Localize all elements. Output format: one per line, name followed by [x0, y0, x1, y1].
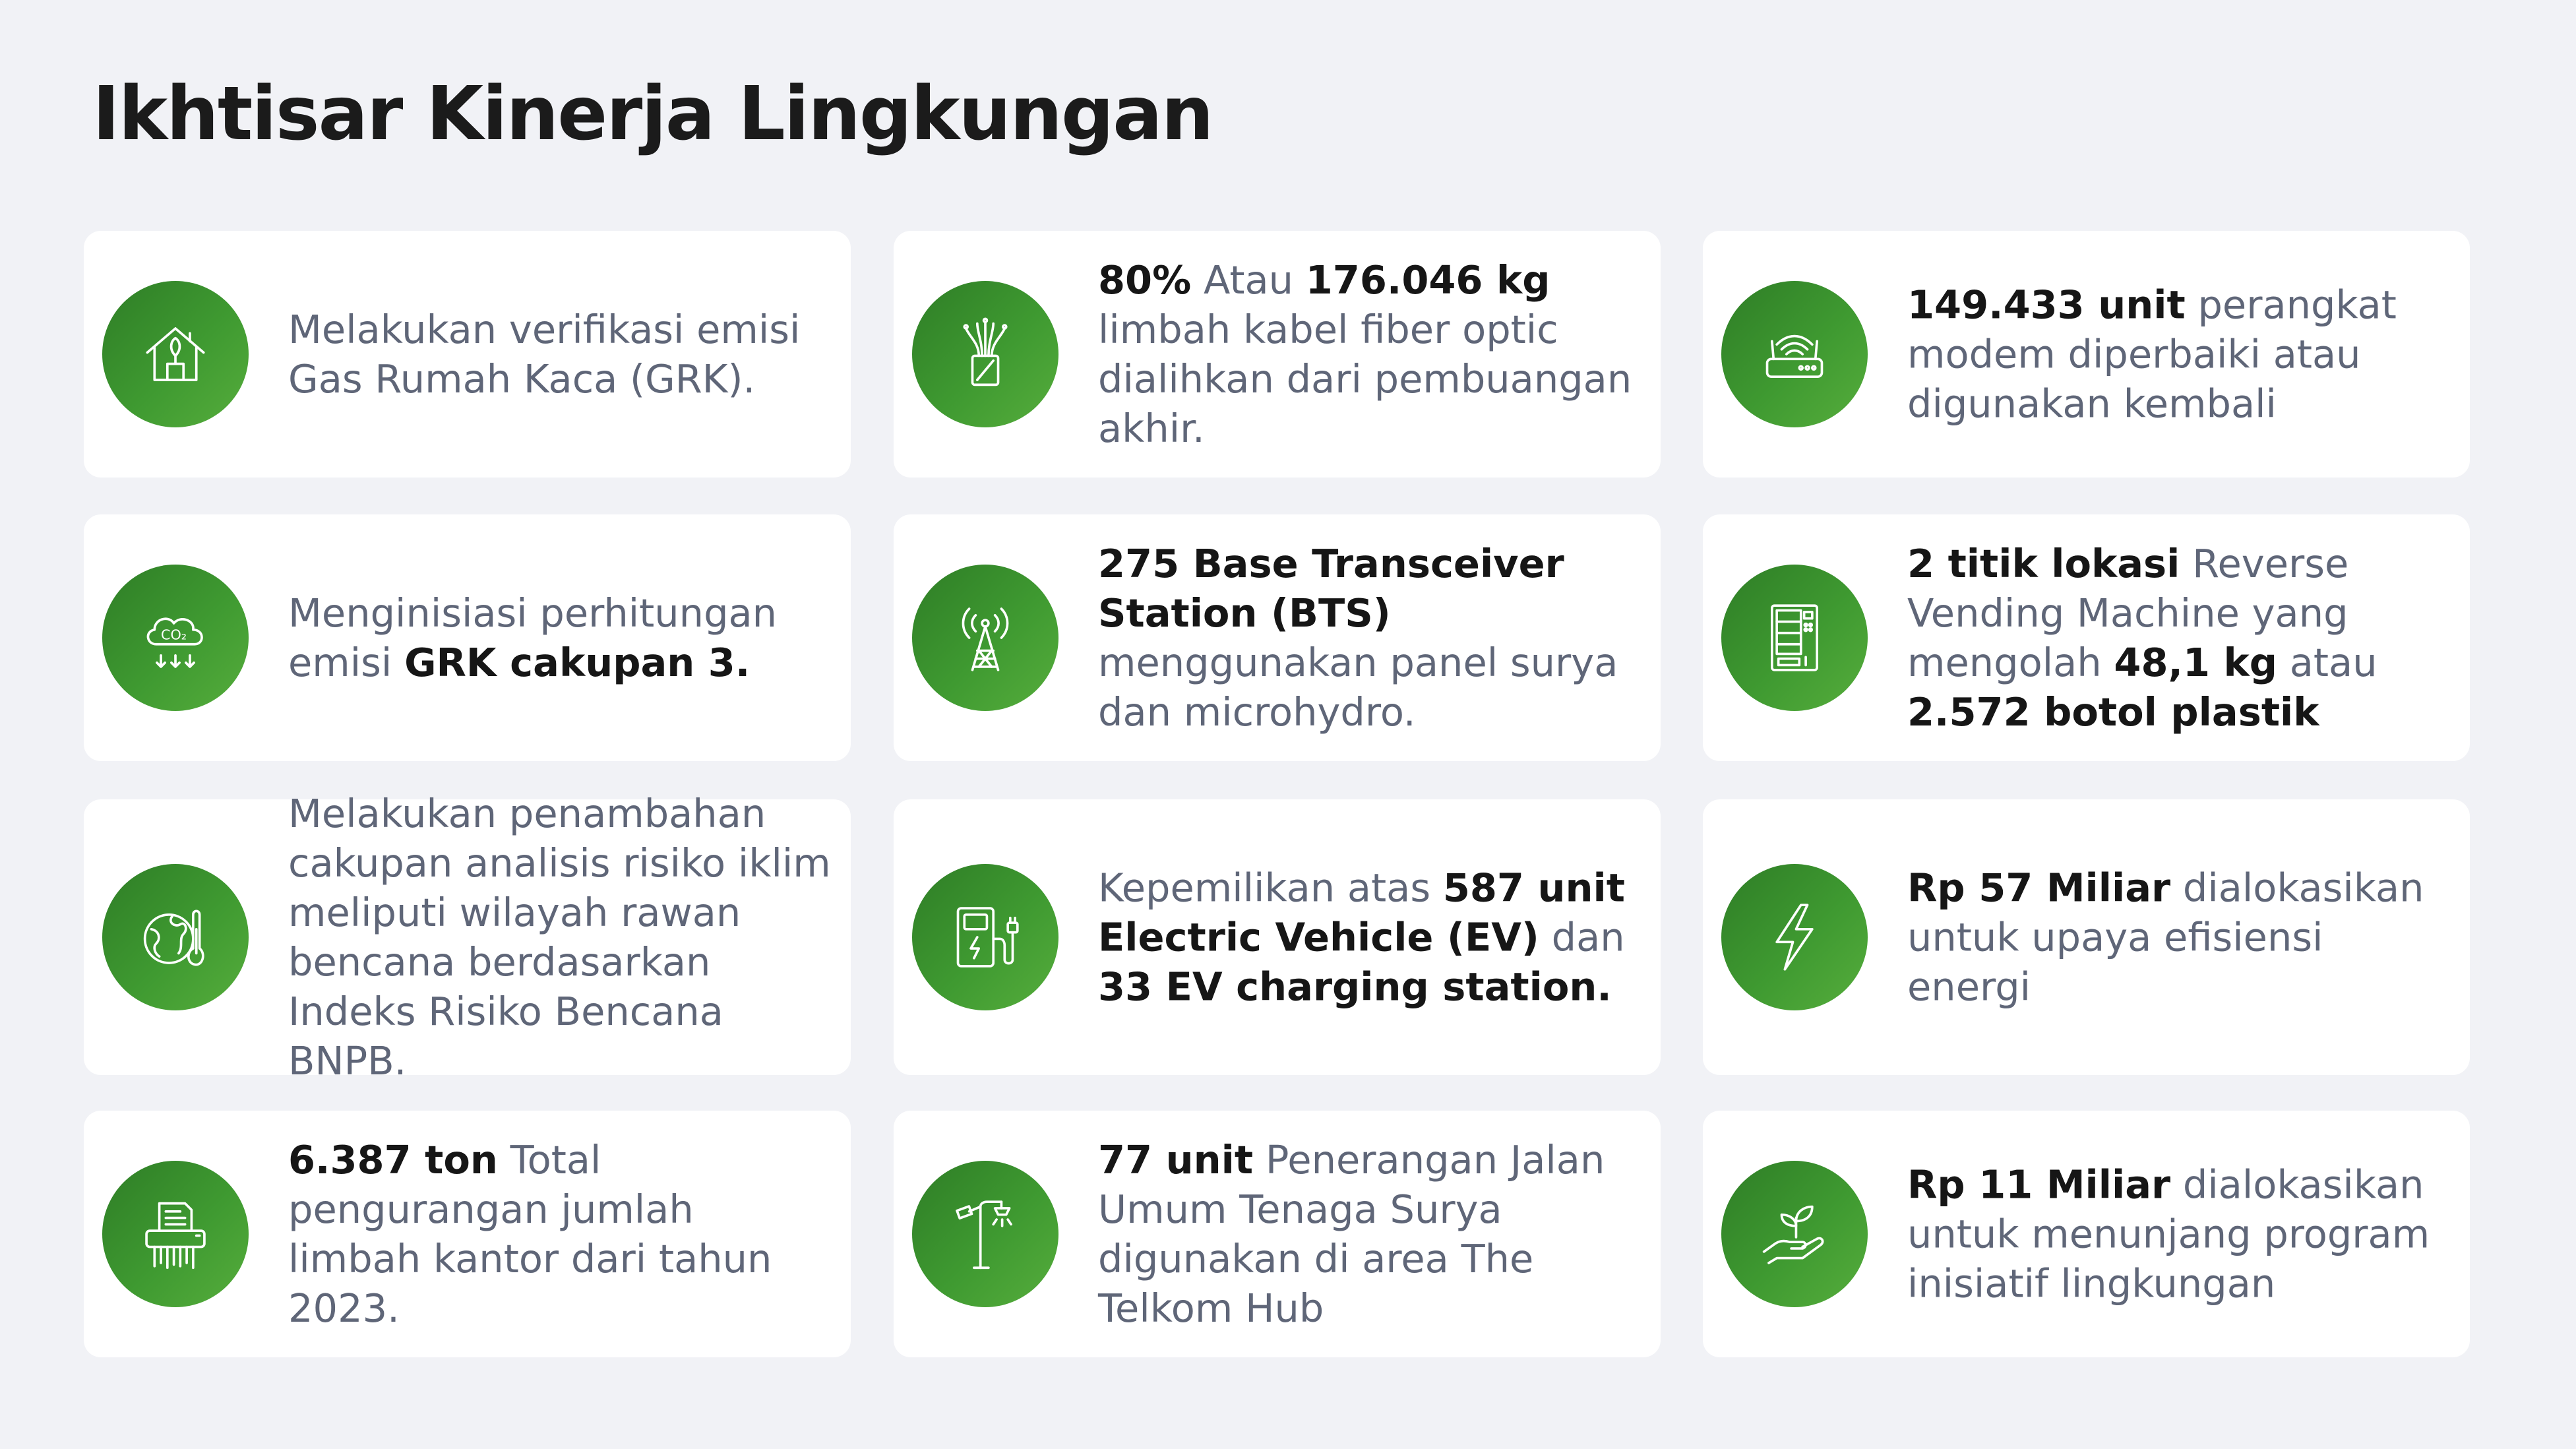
highlight-text: 149.433 unit [1907, 282, 2186, 328]
paper-shredder-icon [102, 1161, 249, 1307]
info-card [84, 514, 851, 761]
card-text [1907, 863, 2454, 1012]
info-card [84, 791, 851, 1084]
wifi-modem-icon [1721, 281, 1868, 427]
info-card [1703, 514, 2470, 761]
solar-street-light-icon [912, 1161, 1058, 1307]
body-text: Melakukan penambahan cakupan analisis risiko iklim meliputi wilayah rawan bencana berdasarkan Indeks Risiko Bencana BNPB. [288, 791, 831, 1084]
highlight-text: 2.572 botol plastik [1907, 689, 2319, 735]
highlight-text: Rp 11 Miliar [1907, 1161, 2171, 1208]
body-text: Kepemilikan atas [1098, 865, 1443, 911]
eco-house-icon [102, 281, 249, 427]
fiber-cable-icon [912, 281, 1058, 427]
highlight-text: GRK cakupan 3. [404, 640, 751, 685]
card-text [288, 1135, 835, 1333]
page-title: Ikhtisar Kinerja Lingkungan [92, 71, 1213, 157]
body-text: dan [1539, 914, 1625, 960]
lightning-bolt-icon [1721, 864, 1868, 1010]
body-text: dialokasikan untuk menunjang program inisiatif lingkungan [1907, 1161, 2430, 1307]
card-text [288, 789, 835, 1086]
co2-cloud-icon [102, 565, 249, 711]
body-text: menggunakan panel surya dan microhydro. [1098, 640, 1618, 735]
info-card [1703, 799, 2470, 1075]
highlight-text: 48,1 kg [2114, 640, 2278, 685]
card-text [1907, 280, 2454, 429]
card-text [288, 588, 835, 687]
info-card [894, 799, 1661, 1075]
info-card [894, 231, 1661, 478]
body-text: atau [2277, 640, 2377, 685]
body-text: Melakukan verifikasi emisi Gas Rumah Kaca (GRK). [288, 307, 801, 402]
info-card [1703, 1111, 2470, 1357]
globe-thermometer-icon [102, 864, 249, 1010]
card-text [1098, 539, 1645, 737]
card-text [1907, 1160, 2454, 1309]
body-text: perangkat modem diperbaiki atau digunakan kembali [1907, 282, 2397, 427]
info-card [894, 1111, 1661, 1357]
vending-machine-icon [1721, 565, 1868, 711]
body-text: Menginisiasi perhitungan emisi [288, 590, 778, 685]
body-text: Atau [1191, 257, 1306, 303]
svg-text:CO₂: CO₂ [160, 627, 187, 643]
highlight-text: 275 Base Transceiver Station (BTS) [1098, 541, 1564, 636]
body-text: limbah kabel fiber optic dialihkan dari pembuangan akhir. [1098, 307, 1632, 451]
info-card [894, 514, 1661, 761]
highlight-text: Rp 57 Miliar [1907, 865, 2171, 911]
info-card [84, 231, 851, 478]
body-text: Reverse Vending Machine yang mengolah [1907, 541, 2349, 685]
body-text: dialokasikan untuk upaya efisiensi energi [1907, 865, 2424, 1010]
highlight-text: 6.387 ton [288, 1137, 498, 1183]
info-card [1703, 231, 2470, 478]
card-text [288, 305, 835, 404]
body-text: Penerangan Jalan Umum Tenaga Surya digunakan di area The Telkom Hub [1098, 1137, 1605, 1331]
card-text [1098, 863, 1645, 1012]
highlight-text: 587 unit Electric Vehicle (EV) [1098, 865, 1625, 960]
highlight-text: 33 EV charging station. [1098, 964, 1612, 1010]
info-card [84, 1111, 851, 1357]
ev-charger-icon [912, 864, 1058, 1010]
hand-plant-icon [1721, 1161, 1868, 1307]
highlight-text: 77 unit [1098, 1137, 1254, 1183]
bts-tower-icon [912, 565, 1058, 711]
card-text [1098, 1135, 1645, 1333]
highlight-text: 176.046 kg [1305, 257, 1550, 303]
highlight-text: 2 titik lokasi [1907, 541, 2180, 586]
card-text [1907, 539, 2454, 737]
highlight-text: 80% [1098, 257, 1192, 303]
body-text: Total pengurangan jumlah limbah kantor dari tahun 2023. [288, 1137, 772, 1331]
card-text [1098, 255, 1645, 453]
